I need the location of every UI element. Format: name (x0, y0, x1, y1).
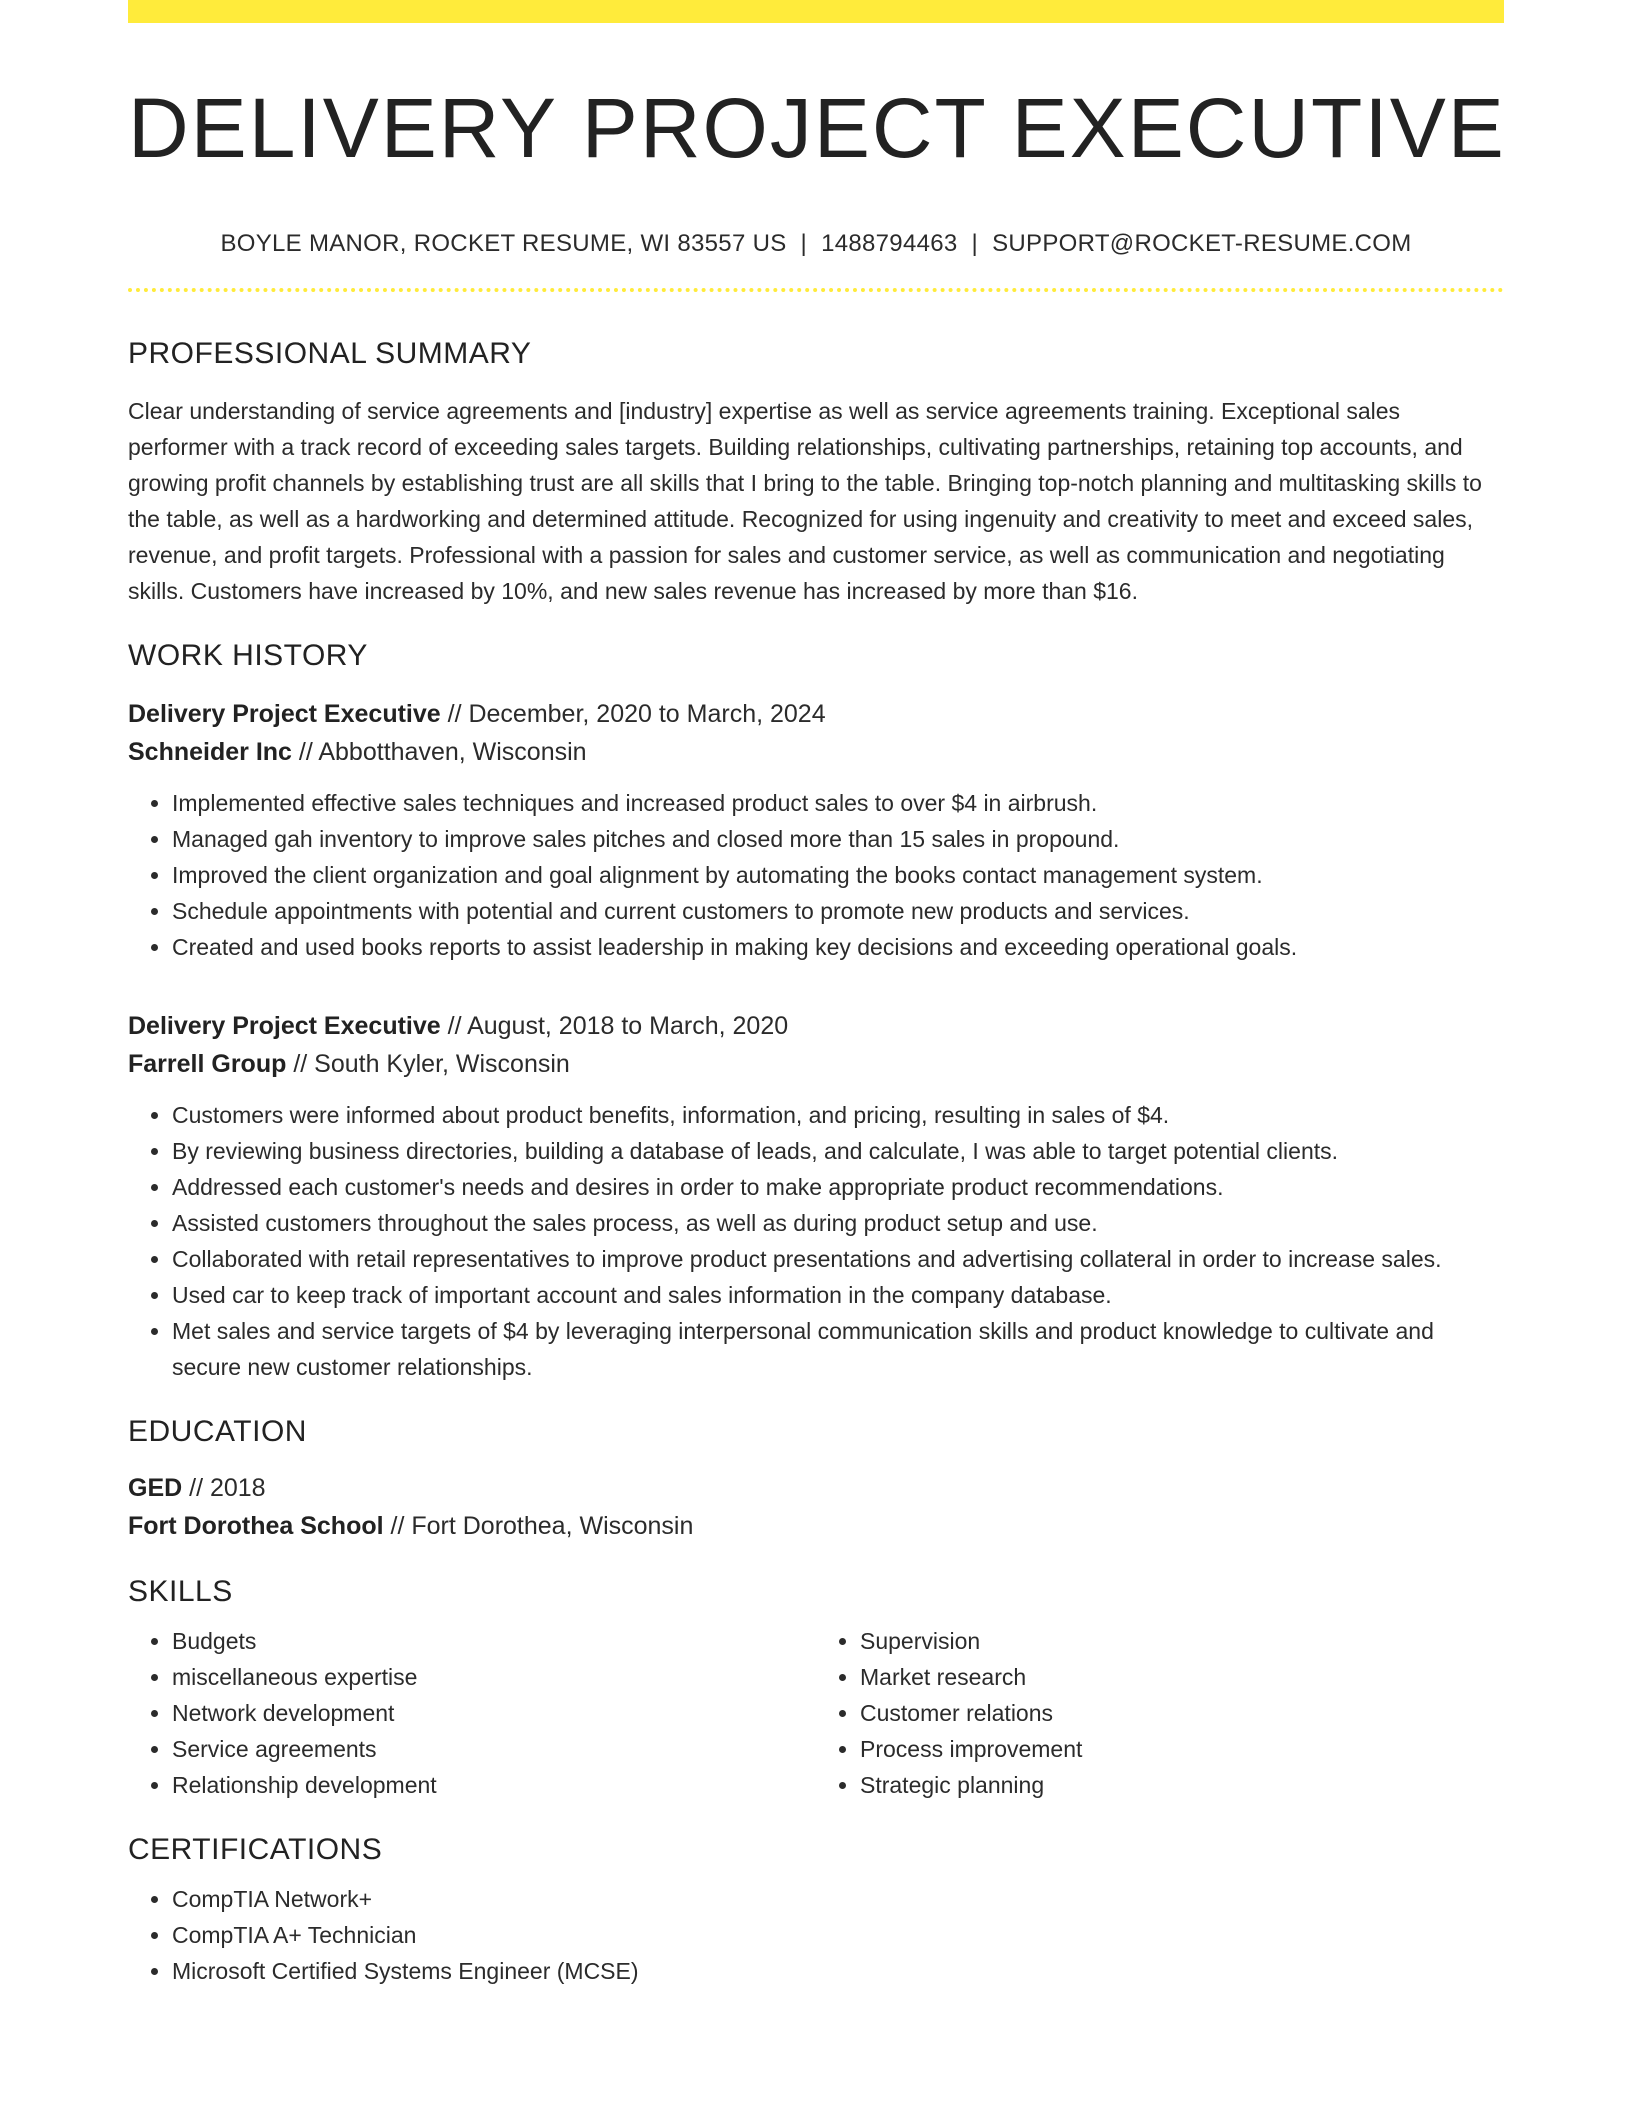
job-location: // Abbotthaven, Wisconsin (291, 738, 587, 766)
candidate-name: DELIVERY PROJECT EXECUTIVE (128, 81, 1506, 175)
job-bullet: • Created and used books reports to assist leadership in making key decisions and exceeding operational goals. (172, 929, 1504, 965)
job-bullet: • Managed gah inventory to improve sales pitches and closed more than 15 sales in propound. (172, 821, 1504, 857)
job-role: Delivery Project Executive (128, 700, 441, 728)
skill-item: • Process improvement (860, 1731, 1504, 1767)
job-bullet: • Customers were informed about product benefits, information, and pricing, resulting in sales of $4. (172, 1097, 1504, 1133)
certification-item: • CompTIA A+ Technician (172, 1917, 1504, 1953)
degree-year: // 2018 (182, 1474, 266, 1502)
job-bullet: • Used car to keep track of important account and sales information in the company database. (172, 1277, 1504, 1313)
section-title-work-history: WORK HISTORY (128, 639, 368, 672)
school-line (128, 1507, 1504, 1545)
section-title-certifications: CERTIFICATIONS (128, 1833, 383, 1866)
skill-item: • Service agreements (172, 1731, 816, 1767)
school-name: Fort Dorothea School (128, 1512, 384, 1540)
skills-list-left (128, 1623, 816, 1803)
job-bullet: • Assisted customers throughout the sales process, as well as during product setup and use. (172, 1205, 1504, 1241)
certification-item: • CompTIA Network+ (172, 1881, 1504, 1917)
job-bullet: • By reviewing business directories, building a database of leads, and calculate, I was able to target potential clients. (172, 1133, 1504, 1169)
job-bullets (128, 785, 1504, 965)
skill-item: • Customer relations (860, 1695, 1504, 1731)
phone: 1488794463 (821, 230, 958, 257)
skill-item: • Supervision (860, 1623, 1504, 1659)
job-company-line (128, 1045, 1504, 1083)
address: BOYLE MANOR, ROCKET RESUME, WI 83557 US (220, 230, 787, 257)
summary-text: Clear understanding of service agreements and [industry] expertise as well as service agreements training. Exceptional sales performer with a track record of exceeding sales targets. Building relationships, cultivating partnerships, retaining top accounts, and growing profit channels by establishing trust are all skills that I bring to the table. Bringing top-notch planning and multitasking skills to the table, as well as a hardworking and determined attitude. Recognized for using ingenuity and creativity to meet and exceed sales, revenue, and profit targets. Professional with a passion for sales and customer service, as well as communication and negotiating skills. Customers have increased by 10%, and new sales revenue has increased by more than $16. (128, 398, 1482, 604)
job-company-line (128, 733, 1504, 771)
section-title-summary: PROFESSIONAL SUMMARY (128, 337, 532, 370)
job-bullets (128, 1097, 1504, 1385)
job-bullet: • Schedule appointments with potential and current customers to promote new products and services. (172, 893, 1504, 929)
skills-section (128, 1575, 1504, 1803)
degree-line (128, 1469, 1504, 1507)
section-title-education: EDUCATION (128, 1415, 307, 1448)
skill-item: • miscellaneous expertise (172, 1659, 816, 1695)
job-entry (128, 1007, 1504, 1385)
job-bullet: • Collaborated with retail representatives to improve product presentations and advertising collateral in order to increase sales. (172, 1241, 1504, 1277)
job-title-line (128, 695, 1504, 733)
degree: GED (128, 1474, 183, 1502)
summary-section (128, 337, 1504, 609)
skill-item: • Network development (172, 1695, 816, 1731)
skill-item: • Strategic planning (860, 1767, 1504, 1803)
contact-line (128, 230, 1504, 258)
job-location: // South Kyler, Wisconsin (286, 1050, 570, 1078)
work-history-section (128, 639, 1504, 1385)
dotted-divider (128, 288, 1504, 292)
resume-page (128, 0, 1504, 1989)
job-dates: // December, 2020 to March, 2024 (440, 700, 826, 728)
separator: | (971, 230, 979, 257)
skills-list-right (816, 1623, 1504, 1803)
certifications-list (128, 1881, 1504, 1989)
school-location: // Fort Dorothea, Wisconsin (383, 1512, 694, 1540)
job-role: Delivery Project Executive (128, 1012, 441, 1040)
job-bullet: • Implemented effective sales techniques and increased product sales to over $4 in airbrush. (172, 785, 1504, 821)
job-company: Farrell Group (128, 1050, 287, 1078)
job-title-line (128, 1007, 1504, 1045)
accent-bar (128, 0, 1504, 23)
job-dates: // August, 2018 to March, 2020 (440, 1012, 789, 1040)
job-bullet: • Addressed each customer's needs and desires in order to make appropriate product recommendations. (172, 1169, 1504, 1205)
certification-item: • Microsoft Certified Systems Engineer (MCSE) (172, 1953, 1504, 1989)
section-title-skills: SKILLS (128, 1575, 233, 1608)
skills-columns (128, 1623, 1504, 1803)
certifications-section (128, 1833, 1504, 1989)
job-bullet: • Met sales and service targets of $4 by leveraging interpersonal communication skills and product knowledge to cultivate and secure new customer relationships. (172, 1313, 1504, 1385)
skill-item: • Market research (860, 1659, 1504, 1695)
job-entry (128, 695, 1504, 965)
separator: | (800, 230, 808, 257)
skill-item: • Budgets (172, 1623, 816, 1659)
job-bullet: • Improved the client organization and goal alignment by automating the books contact management system. (172, 857, 1504, 893)
education-entry (128, 1469, 1504, 1545)
skill-item: • Relationship development (172, 1767, 816, 1803)
email: SUPPORT@ROCKET-RESUME.COM (992, 230, 1412, 257)
job-company: Schneider Inc (128, 738, 292, 766)
education-section (128, 1415, 1504, 1545)
